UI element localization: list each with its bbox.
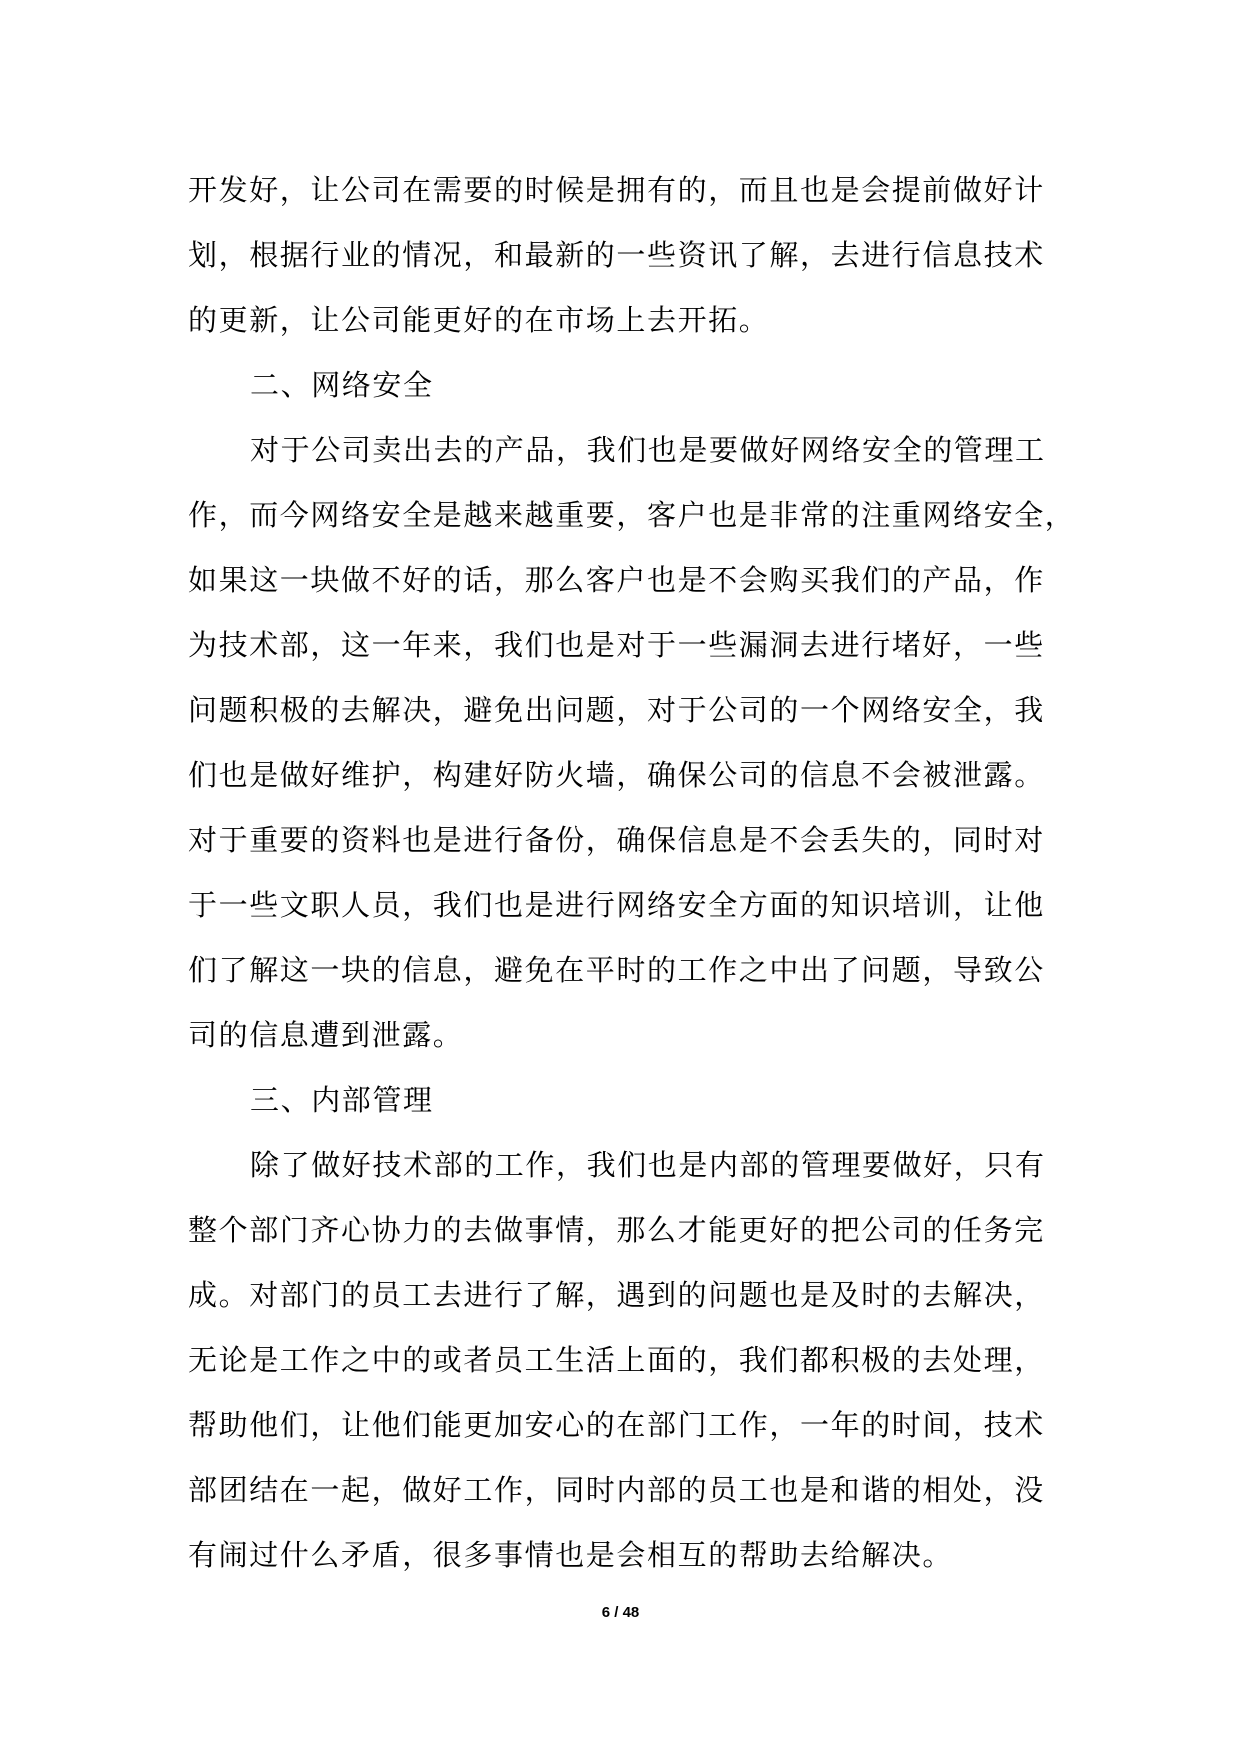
paragraph-line: 有闹过什么矛盾，很多事情也是会相互的帮助去给解决。 [188, 1538, 954, 1572]
paragraph-line: 们也是做好维护，构建好防火墙，确保公司的信息不会被泄露。 [188, 758, 1045, 792]
paragraph-line: 无论是工作之中的或者员工生活上面的，我们都积极的去处理， [188, 1343, 1045, 1377]
paragraph-line: 如果这一块做不好的话，那么客户也是不会购买我们的产品，作 [188, 563, 1045, 597]
paragraph-line: 作，而今网络安全是越来越重要，客户也是非常的注重网络安全， [188, 498, 1076, 532]
paragraph-line: 部团结在一起，做好工作，同时内部的员工也是和谐的相处，没 [188, 1473, 1045, 1507]
paragraph-line: 开发好，让公司在需要的时候是拥有的，而且也是会提前做好计 [188, 173, 1045, 207]
paragraph-line: 对于公司卖出去的产品，我们也是要做好网络安全的管理工 [250, 433, 1046, 467]
section-heading-internal-management: 三、内部管理 [250, 1083, 434, 1117]
section-heading-network-security: 二、网络安全 [250, 368, 434, 402]
paragraph-line: 成。对部门的员工去进行了解，遇到的问题也是及时的去解决， [188, 1278, 1045, 1312]
paragraph-line: 们了解这一块的信息，避免在平时的工作之中出了问题，导致公 [188, 953, 1045, 987]
paragraph-line: 划，根据行业的情况，和最新的一些资讯了解，去进行信息技术 [188, 238, 1045, 272]
paragraph-line: 司的信息遭到泄露。 [188, 1018, 464, 1052]
paragraph-line: 对于重要的资料也是进行备份，确保信息是不会丢失的，同时对 [188, 823, 1045, 857]
paragraph-line: 的更新，让公司能更好的在市场上去开拓。 [188, 303, 770, 337]
paragraph-line: 除了做好技术部的工作，我们也是内部的管理要做好，只有 [250, 1148, 1046, 1182]
paragraph-line: 帮助他们，让他们能更加安心的在部门工作，一年的时间，技术 [188, 1408, 1045, 1442]
paragraph-line: 问题积极的去解决，避免出问题，对于公司的一个网络安全，我 [188, 693, 1045, 727]
paragraph-line: 整个部门齐心协力的去做事情，那么才能更好的把公司的任务完 [188, 1213, 1045, 1247]
paragraph-line: 于一些文职人员，我们也是进行网络安全方面的知识培训，让他 [188, 888, 1045, 922]
page-number: 6 / 48 [601, 1604, 640, 1621]
paragraph-line: 为技术部，这一年来，我们也是对于一些漏洞去进行堵好，一些 [188, 628, 1045, 662]
document-body [188, 158, 1076, 1588]
